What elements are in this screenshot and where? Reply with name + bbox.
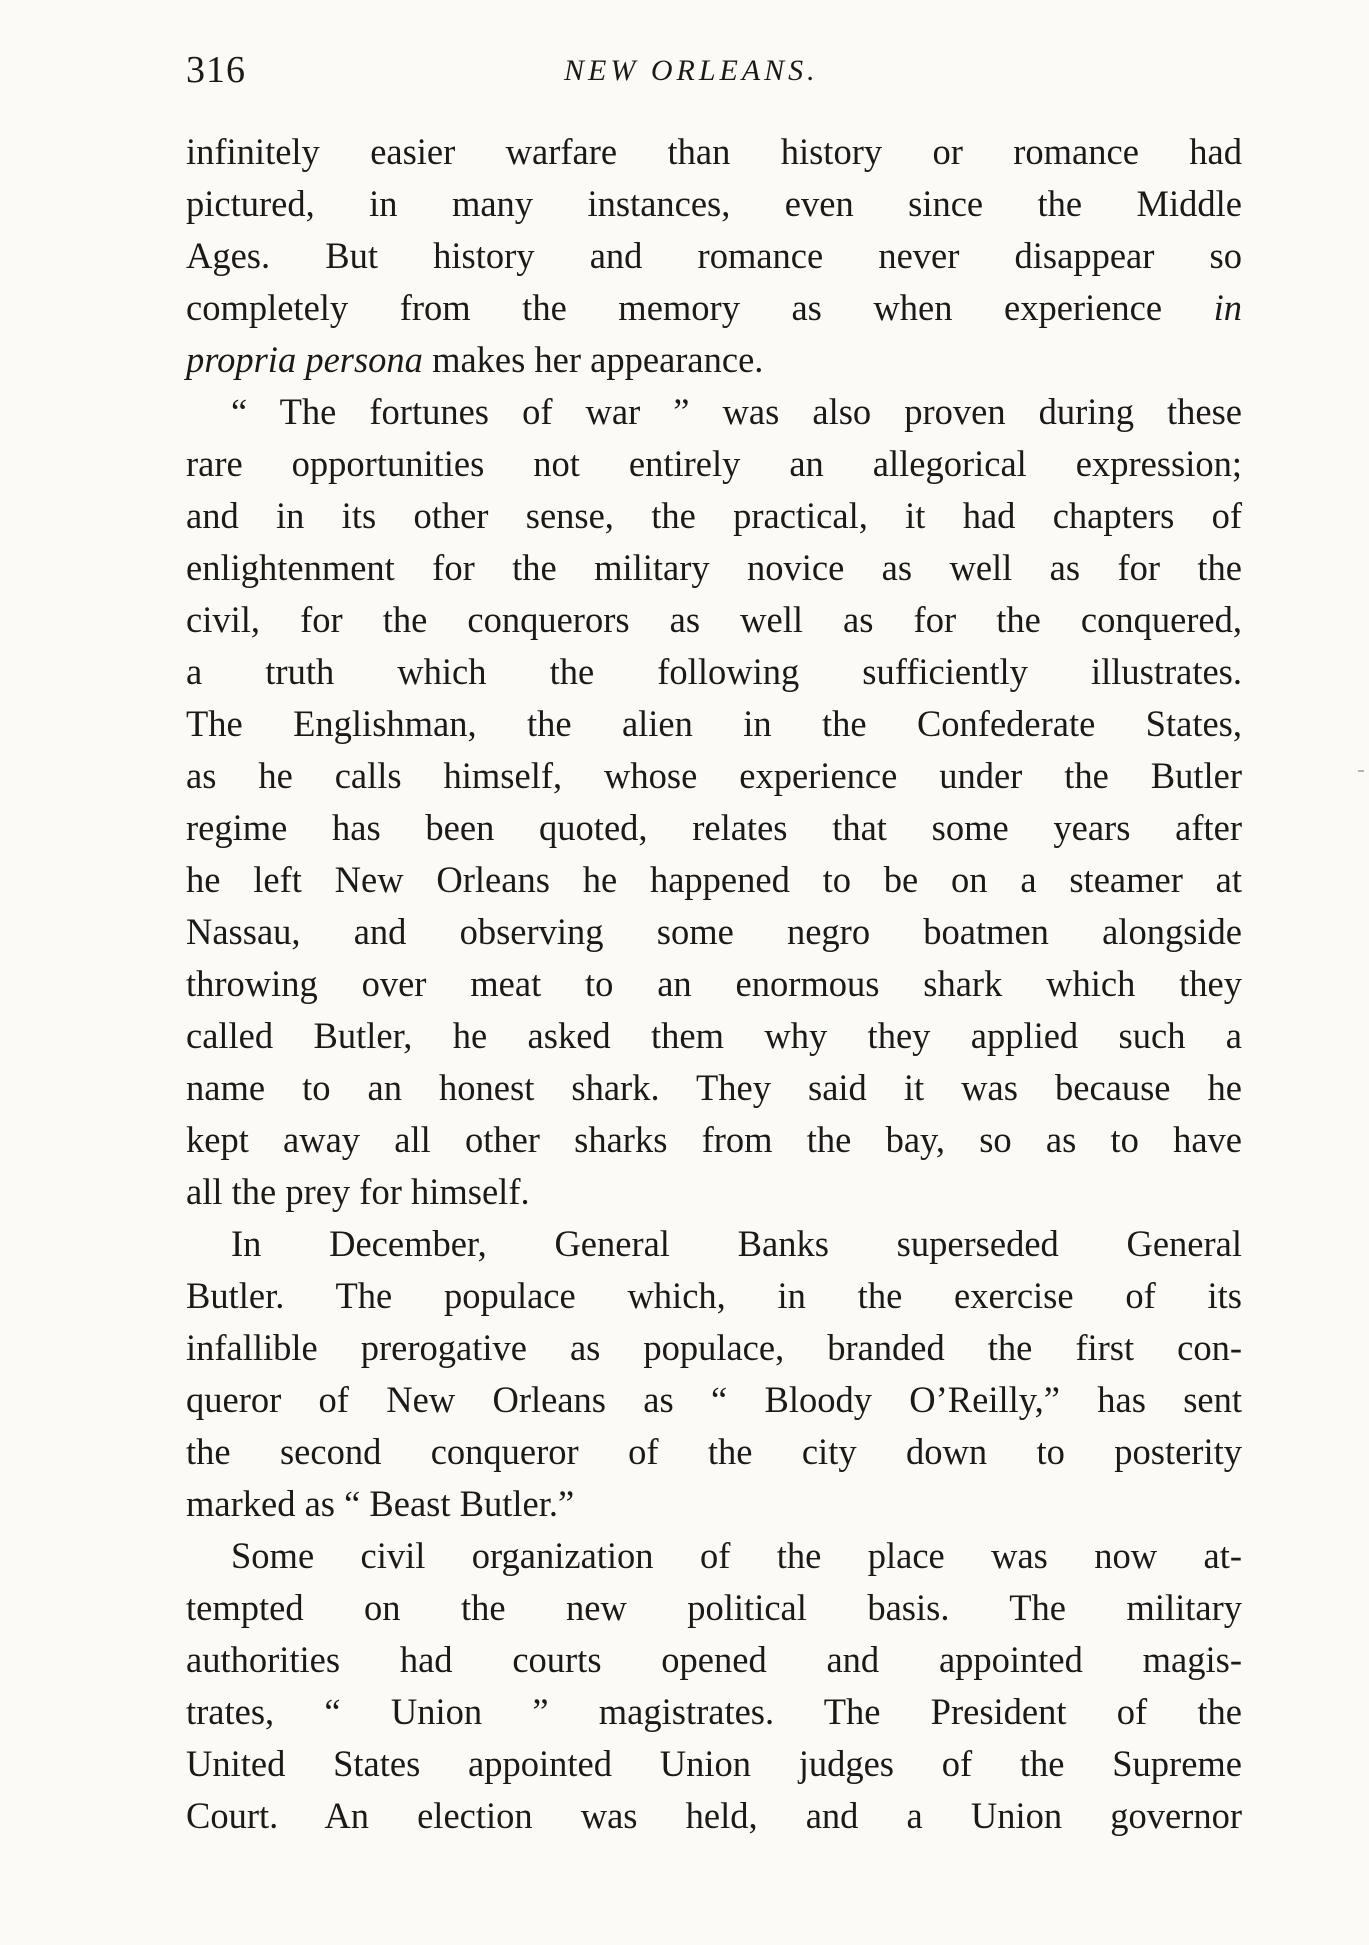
italic-segment: in xyxy=(1213,287,1243,328)
text-line: Court. An election was held, and a Union governor xyxy=(186,1795,1242,1836)
text-segment: completely from the memory as when experience xyxy=(186,287,1163,328)
running-head xyxy=(186,48,1242,98)
running-title: NEW ORLEANS. xyxy=(564,54,819,87)
text-line: Nassau, and observing some negro boatmen alongside xyxy=(186,911,1242,952)
text-line: and in its other sense, the practical, it had chapters of xyxy=(186,495,1242,536)
body-text xyxy=(186,126,1242,1842)
text-line: Ages. But history and romance never disappear so xyxy=(186,235,1242,276)
text-line: The Englishman, the alien in the Confederate States, xyxy=(186,703,1242,744)
text-line: as he calls himself, whose experience under the Butler xyxy=(186,755,1242,796)
text-line: the second conqueror of the city down to posterity xyxy=(186,1431,1242,1472)
italic-segment: propria persona xyxy=(186,339,423,380)
text-line: regime has been quoted, relates that some years after xyxy=(186,807,1242,848)
text-line: infallible prerogative as populace, branded the first con- xyxy=(186,1327,1242,1368)
text-line: a truth which the following sufficiently illustrates. xyxy=(186,651,1242,692)
text-line: marked as “ Beast Butler.” xyxy=(186,1483,575,1524)
text-segment: makes her appearance. xyxy=(432,339,764,380)
text-line: In December, General Banks superseded General xyxy=(231,1223,1242,1264)
text-line: United States appointed Union judges of the Supreme xyxy=(186,1743,1242,1784)
text-line: he left New Orleans he happened to be on a steamer at xyxy=(186,859,1242,900)
text-line: Butler. The populace which, in the exercise of its xyxy=(186,1275,1242,1316)
text-line: Some civil organization of the place was now at- xyxy=(231,1535,1242,1576)
text-line: kept away all other sharks from the bay, so as to have xyxy=(186,1119,1242,1160)
text-line: authorities had courts opened and appointed magis- xyxy=(186,1639,1242,1680)
text-line xyxy=(186,334,1242,386)
text-line: infinitely easier warfare than history or romance had xyxy=(186,131,1242,172)
text-line: civil, for the conquerors as well as for the conquered, xyxy=(186,599,1242,640)
text-line: “ The fortunes of war ” was also proven during these xyxy=(231,391,1242,432)
page-edge-mark xyxy=(1358,770,1364,772)
text-line: rare opportunities not entirely an allegorical expression; xyxy=(186,443,1242,484)
text-line: enlightenment for the military novice as well as for the xyxy=(186,547,1242,588)
text-line: all the prey for himself. xyxy=(186,1171,530,1212)
text-line: called Butler, he asked them why they applied such a xyxy=(186,1015,1242,1056)
text-line: name to an honest shark. They said it was because he xyxy=(186,1067,1242,1108)
text-line: queror of New Orleans as “ Bloody O’Reilly,” has sent xyxy=(186,1379,1242,1420)
text-line: trates, “ Union ” magistrates. The President of the xyxy=(186,1691,1242,1732)
text-line: tempted on the new political basis. The military xyxy=(186,1587,1242,1628)
text-line xyxy=(186,282,1242,334)
text-line: pictured, in many instances, even since the Middle xyxy=(186,183,1242,224)
page-number: 316 xyxy=(186,49,246,91)
text-line: throwing over meat to an enormous shark which they xyxy=(186,963,1242,1004)
